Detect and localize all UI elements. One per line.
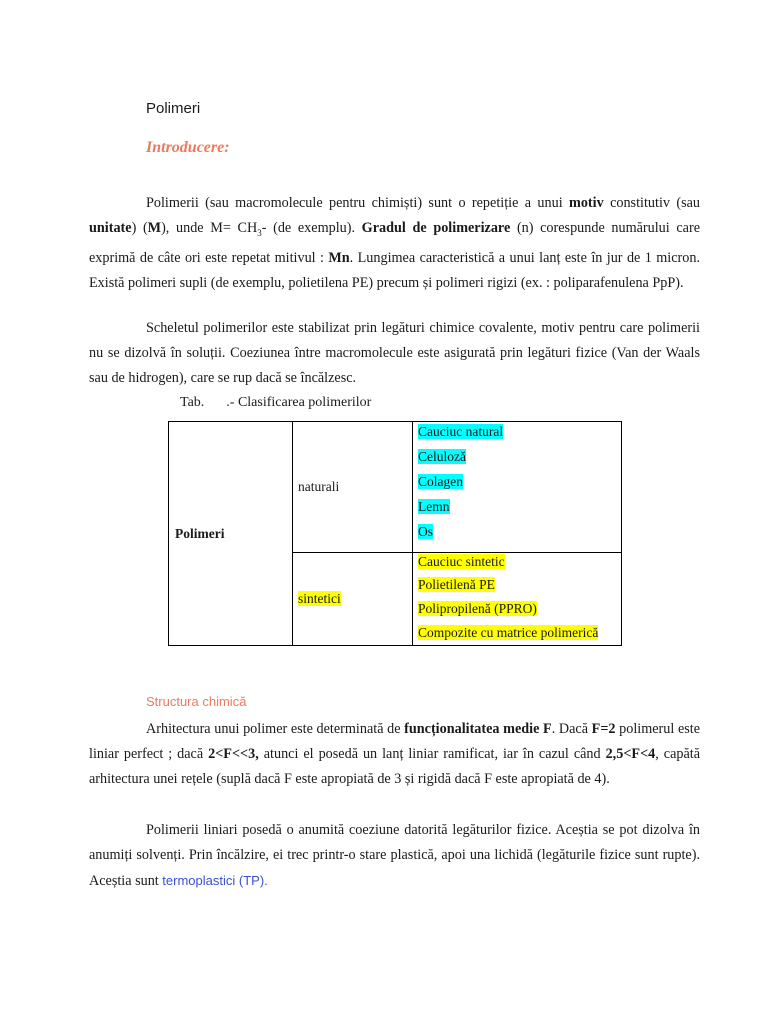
list-item: Lemn [418,499,450,514]
synthetic-items [413,553,622,646]
list-item: Polietilenă PE [418,577,495,592]
table-root-cell: Polimeri [169,422,293,646]
list-item: Cauciuc natural [418,424,504,439]
termoplastici-link[interactable]: termoplastici (TP). [162,873,268,888]
list-item: Compozite cu matrice polimerică [418,625,599,640]
list-item: Colagen [418,474,463,489]
list-item: Cauciuc sintetic [418,554,505,569]
paragraph-architecture: Arhitectura unui polimer este determinată de funcționalitatea medie F. Dacă F=2 polimerul este liniar perfect ; dacă 2<F<<3, atunci el posedă un lanț liniar ramificat, iar în cazul când 2,5<F<4, capătă arhitectura unei rețele (suplă dacă F este apropiată de 3 și rigidă dacă F este apropiată de 4). [89,721,700,787]
structure-heading: Structura chimică [146,694,247,709]
natural-items [413,422,622,553]
table-caption: Tab. .- Clasificarea polimerilor [180,395,372,410]
paragraph-skeleton: Scheletul polimerilor este stabilizat prin legături chimice covalente, motiv pentru care polimerii nu se dizolvă în soluții. Coeziunea între macromolecule este asigurată prin legături fizice (Van der Waals sau de hidrogen), care se rup dacă se încălzesc. [89,320,700,386]
synthetic-label: sintetici [293,553,413,646]
page-title: Polimeri [146,100,201,117]
paragraph-intro: Polimerii (sau macromolecule pentru chimiști) sunt o repetiție a unui motiv constitutiv (sau unitate) (M), unde $M= CH_3-$ (de exemplu). Gradul de polimerizare (n) corespunde numărului care exprimă de câte ori este repetat mitivul : Mn. Lungimea caracteristică a unui lanț este în jur de 1 micron. Există polimeri supli (de exemplu, polietilena PE) precum și polimeri rigizi (ex. : poliparafenulena PpP). [89,195,700,291]
list-item: Celuloză [418,449,466,464]
classification-table [168,421,622,646]
list-item: Os [418,524,434,539]
list-item: Polipropilenă (PPRO) [418,601,537,616]
intro-heading: Introducere: [146,139,230,156]
natural-label: naturali [293,422,413,553]
paragraph-linear-polymers: Polimerii liniari posedă o anumită coeziune datorită legăturilor fizice. Aceștia se pot dizolva în anumiți solvenți. Prin încălzire, ei trec printr-o stare plastică, apoi una lichidă (legăturile fizice sunt rupte). Aceștia sunt termoplastici (TP). [89,822,700,889]
